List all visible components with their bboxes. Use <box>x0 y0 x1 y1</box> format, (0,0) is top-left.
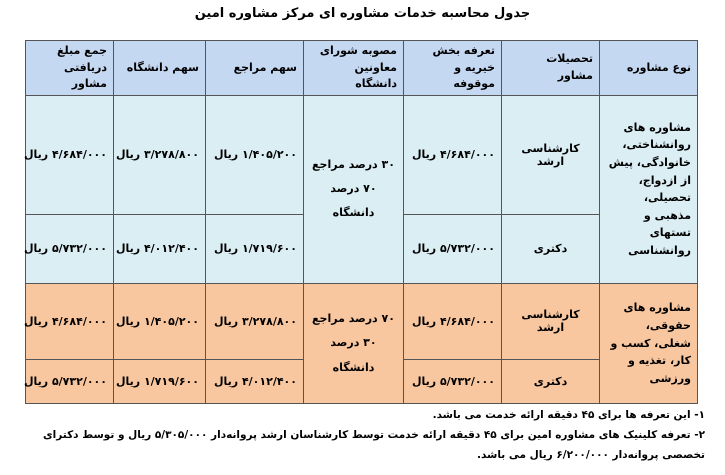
approval-university-line: ۳۰ درصد دانشگاه <box>330 336 377 374</box>
table-row <box>26 283 698 359</box>
education-cell: کارشناسی ارشد <box>502 95 600 214</box>
tariff-cell: ۵/۷۳۲/۰۰۰ ریال <box>404 359 502 403</box>
tariff-cell: ۴/۶۸۴/۰۰۰ ریال <box>404 95 502 214</box>
total-cell: ۵/۷۳۲/۰۰۰ ریال <box>26 214 114 283</box>
header-university-share: سهم دانشگاه <box>114 41 206 96</box>
education-cell: دکتری <box>502 214 600 283</box>
client-share-cell: ۴/۰۱۲/۴۰۰ ریال <box>206 359 304 403</box>
tariff-cell: ۵/۷۳۲/۰۰۰ ریال <box>404 214 502 283</box>
group-type-cell: مشاوره های روانشناختی، خانوادگی، پیش از ازدواج، تحصیلی، مذهبی و تستهای روانشناسی <box>600 95 698 283</box>
university-share-cell: ۳/۲۷۸/۸۰۰ ریال <box>114 95 206 214</box>
total-cell: ۴/۶۸۴/۰۰۰ ریال <box>26 283 114 359</box>
header-total: جمع مبلغ دریافتی مشاور <box>26 41 114 96</box>
header-client-share: سهم مراجع <box>206 41 304 96</box>
university-share-cell: ۴/۰۱۲/۴۰۰ ریال <box>114 214 206 283</box>
approval-client-line: ۳۰ درصد مراجع <box>312 157 395 171</box>
education-cell: کارشناسی ارشد <box>502 283 600 359</box>
client-share-cell: ۱/۷۱۹/۶۰۰ ریال <box>206 214 304 283</box>
client-share-cell: ۱/۴۰۵/۲۰۰ ریال <box>206 95 304 214</box>
university-share-cell: ۱/۴۰۵/۲۰۰ ریال <box>114 283 206 359</box>
services-table <box>25 40 698 404</box>
client-share-cell: ۳/۲۷۸/۸۰۰ ریال <box>206 283 304 359</box>
university-share-cell: ۱/۷۱۹/۶۰۰ ریال <box>114 359 206 403</box>
table-row <box>26 95 698 214</box>
group-type-cell: مشاوره های حقوقی، شغلی، کسب و کار، تغذیه و ورزشی <box>600 283 698 403</box>
header-education: تحصیلات مشاور <box>502 41 600 96</box>
education-cell: دکتری <box>502 359 600 403</box>
notes <box>20 406 705 466</box>
approval-client-line: ۷۰ درصد مراجع <box>312 312 395 326</box>
approval-cell <box>304 283 404 403</box>
approval-university-line: ۷۰ درصد دانشگاه <box>330 182 377 220</box>
total-cell: ۴/۶۸۴/۰۰۰ ریال <box>26 95 114 214</box>
header-type: نوع مشاوره <box>600 41 698 96</box>
table-title: جدول محاسبه خدمات مشاوره ای مرکز مشاوره امین <box>194 6 531 21</box>
header-tariff: تعرفه بخش خیریه و موقوفه <box>404 41 502 96</box>
tariff-cell: ۴/۶۸۴/۰۰۰ ریال <box>404 283 502 359</box>
total-cell: ۵/۷۳۲/۰۰۰ ریال <box>26 359 114 403</box>
note-1: ۱- این تعرفه ها برای ۴۵ دقیقه ارائه خدمت می باشد. <box>432 409 705 421</box>
note-2: ۲- تعرفه کلینیک های مشاوره امین برای ۴۵ دقیقه ارائه خدمت توسط کارشناسان ارشد پروانه‌دار ۵/۳۰۵/۰۰۰ ریال و توسط دکترای تخصصی پروانه‌دار ۶/۲۰۰/۰۰۰ ریال می باشد. <box>43 428 705 461</box>
header-approval: مصوبه شورای معاونین دانشگاه <box>304 41 404 96</box>
approval-cell <box>304 95 404 283</box>
header-row <box>26 41 698 96</box>
